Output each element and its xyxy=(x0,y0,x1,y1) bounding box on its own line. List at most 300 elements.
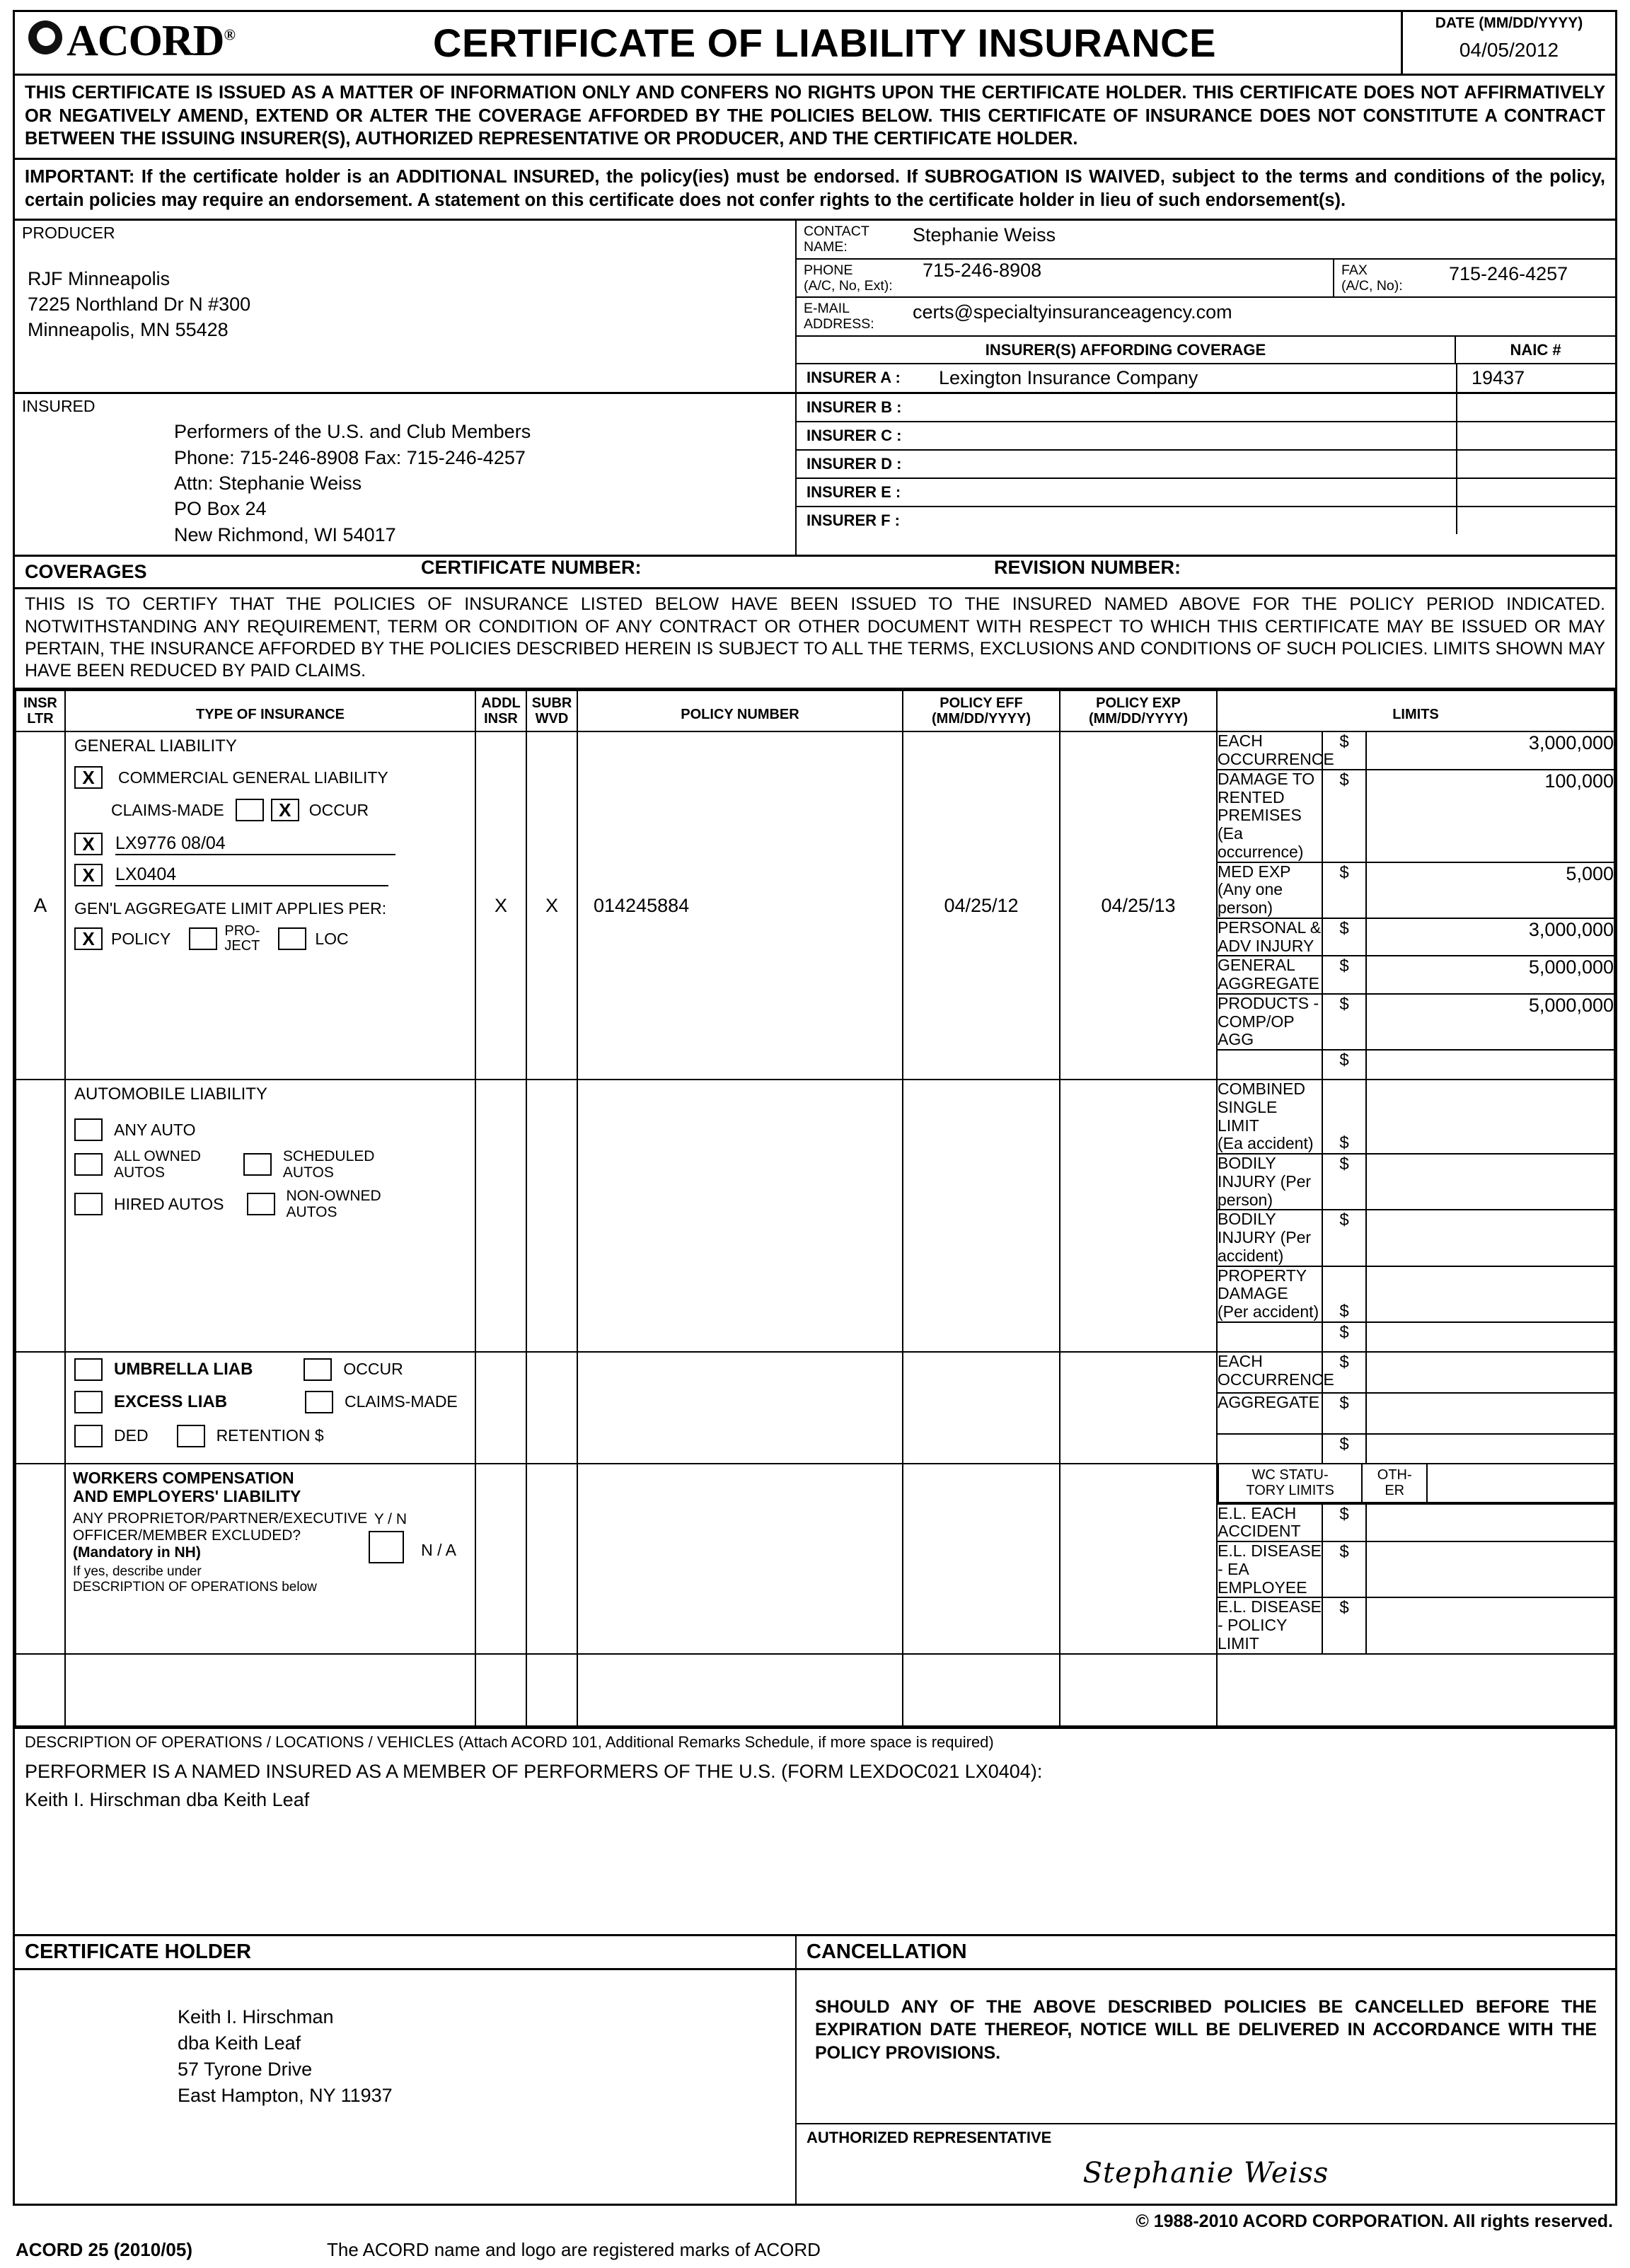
limit-value xyxy=(1366,1266,1614,1322)
gl-claims-made-label: CLAIMS-MADE xyxy=(111,800,224,819)
limit-label: EACH OCCURRENCE xyxy=(1218,731,1334,769)
limit-currency: $ xyxy=(1322,862,1366,918)
limit-row xyxy=(1218,770,1614,862)
auto-policy-number xyxy=(577,1080,903,1352)
wc-title-line2: AND EMPLOYERS' LIABILITY xyxy=(73,1487,301,1506)
producer-contact-row xyxy=(15,221,1615,394)
umbrella-checkbox[interactable] xyxy=(74,1358,103,1381)
policies-table xyxy=(15,690,1615,1726)
insured-line3: Attn: Stephanie Weiss xyxy=(174,472,362,494)
insurer-naic xyxy=(1456,479,1615,506)
wc-other-line2: ER xyxy=(1385,1483,1405,1499)
blank-type xyxy=(65,1654,475,1726)
insurer-row xyxy=(797,394,1615,422)
producer-name: RJF Minneapolis xyxy=(28,268,170,290)
limit-label: GENERAL AGGREGATE xyxy=(1218,956,1322,994)
limit-value xyxy=(1366,1393,1614,1434)
wc-question-line2: OFFICER/MEMBER EXCLUDED? xyxy=(73,1527,301,1544)
wc-policy-exp xyxy=(1060,1464,1217,1654)
umb-policy-eff xyxy=(903,1352,1060,1464)
umb-type-cell xyxy=(65,1352,475,1464)
gl-project-label-line1: PRO- xyxy=(224,923,260,939)
limit-label: E.L. DISEASE - POLICY LIMIT xyxy=(1218,1597,1322,1653)
general-liability-row xyxy=(16,731,1614,1080)
umbrella-occur-label: OCCUR xyxy=(343,1360,403,1379)
wc-question-line5: DESCRIPTION OF OPERATIONS below xyxy=(73,1579,317,1595)
umb-policy-exp xyxy=(1060,1352,1217,1464)
limit-value xyxy=(1366,1322,1614,1351)
insurer-naic: 19437 xyxy=(1456,364,1615,392)
acord-logo-text: ACORD xyxy=(67,17,224,65)
insurer-rows-b-f xyxy=(797,394,1615,555)
limit-value: 5,000,000 xyxy=(1366,994,1614,1050)
phone-label-line2: (A/C, No, Ext): xyxy=(804,277,893,294)
auto-addl-insr xyxy=(475,1080,526,1352)
gl-form2-checkbox[interactable]: X xyxy=(74,864,103,886)
authorized-representative-label: AUTHORIZED REPRESENTATIVE xyxy=(807,2128,1052,2146)
insured-line1: Performers of the U.S. and Club Members xyxy=(174,421,531,443)
limit-label-line2: (Per accident) xyxy=(1218,1302,1319,1321)
fax-label-line2: (A/C, No): xyxy=(1341,277,1403,294)
header-limits: LIMITS xyxy=(1217,690,1614,731)
gl-policy-exp: 04/25/13 xyxy=(1060,731,1217,1080)
limit-label: PRODUCTS - COMP/OP AGG xyxy=(1218,994,1322,1050)
wc-subr-wvd xyxy=(526,1464,577,1654)
gl-addl-insr: X xyxy=(475,731,526,1080)
notice-rights: THIS CERTIFICATE IS ISSUED AS A MATTER OF INFORMATION ONLY AND CONFERS NO RIGHTS UPON THE CERTIFICATE HOLDER. THIS CERTIFICATE DOES NOT AFFIRMATIVELY OR NEGATIVELY AMEND, EXTEND OR ALTER THE COVERAGE AFFORDED BY THE POLICIES BELOW. THIS CERTIFICATE OF INSURANCE DOES NOT CONSTITUTE A CONTRACT BETWEEN THE ISSUING INSURER(S), AUTHORIZED REPRESENTATIVE OR PRODUCER, AND THE CERTIFICATE HOLDER. xyxy=(15,76,1615,160)
limit-row xyxy=(1218,956,1614,994)
limit-value xyxy=(1366,1434,1614,1463)
blank-subr xyxy=(526,1654,577,1726)
addl-line1: ADDL xyxy=(481,695,521,712)
retention-checkbox[interactable] xyxy=(177,1425,205,1447)
header-policy-exp xyxy=(1060,690,1217,731)
certificate-holder-heading: CERTIFICATE HOLDER xyxy=(15,1936,797,1968)
insurer-naic xyxy=(1456,394,1615,421)
limit-label xyxy=(1218,770,1322,862)
workers-comp-row xyxy=(16,1464,1614,1654)
header-addl-insr xyxy=(475,690,526,731)
limit-label: AGGREGATE xyxy=(1218,1393,1322,1434)
insurer-letter: INSURER E : xyxy=(807,483,901,502)
limit-value: 3,000,000 xyxy=(1366,918,1614,956)
limit-label xyxy=(1218,1322,1322,1351)
gl-policy-eff: 04/25/12 xyxy=(903,731,1060,1080)
form-id: ACORD 25 (2010/05) xyxy=(16,2238,192,2260)
cancellation-block xyxy=(797,1970,1615,2204)
holder-line2: dba Keith Leaf xyxy=(178,2032,301,2054)
wc-insr-ltr xyxy=(16,1464,65,1654)
email-label-line2: ADDRESS: xyxy=(804,316,874,332)
gl-title: GENERAL LIABILITY xyxy=(74,736,237,756)
limit-label: EACH OCCURRENCE xyxy=(1218,1353,1322,1393)
auto-insr-ltr xyxy=(16,1080,65,1352)
description-line1: PERFORMER IS A NAMED INSURED AS A MEMBER OF PERFORMERS OF THE U.S. (FORM LEXDOC021 LX0404): xyxy=(25,1760,1043,1782)
insurer-naic xyxy=(1456,451,1615,478)
certificate-holder-address xyxy=(15,1970,795,2110)
umb-insr-ltr xyxy=(16,1352,65,1464)
limit-value xyxy=(1366,1210,1614,1266)
subr-line1: SUBR xyxy=(531,695,572,712)
gl-project-checkbox[interactable] xyxy=(189,927,217,950)
gl-policy-checkbox[interactable]: X xyxy=(74,927,103,950)
limit-value xyxy=(1366,1541,1614,1597)
gl-occur-label: OCCUR xyxy=(308,800,369,819)
wc-limits-table xyxy=(1218,1464,1614,1653)
description-heading: DESCRIPTION OF OPERATIONS / LOCATIONS / VEHICLES (Attach ACORD 101, Additional Remarks Schedule, if more space is required) xyxy=(25,1732,994,1751)
auto-non-owned-line1: NON-OWNED xyxy=(286,1188,381,1205)
limit-value xyxy=(1366,1597,1614,1653)
limit-label: BODILY INJURY (Per accident) xyxy=(1218,1210,1322,1266)
notice-important-keyword: IMPORTANT: xyxy=(25,166,135,187)
table-header-row xyxy=(16,690,1614,731)
limit-row xyxy=(1218,1434,1614,1463)
insurers-heading-row xyxy=(797,337,1615,364)
excess-claims-made-label: CLAIMS-MADE xyxy=(345,1392,458,1411)
limit-currency: $ xyxy=(1322,1266,1366,1322)
wc-policy-eff xyxy=(903,1464,1060,1654)
header-policy-number: POLICY NUMBER xyxy=(577,690,903,731)
insurer-name xyxy=(935,479,1456,506)
email-value: certs@specialtyinsuranceagency.com xyxy=(913,301,1232,323)
limit-label xyxy=(1218,1266,1322,1322)
limit-value: 100,000 xyxy=(1366,770,1614,862)
eff-line2: (MM/DD/YYYY) xyxy=(932,711,1031,727)
insured-line2: Phone: 715-246-8908 Fax: 715-246-4257 xyxy=(174,446,526,468)
contact-name-value: Stephanie Weiss xyxy=(913,224,1056,246)
insurer-name xyxy=(935,394,1456,421)
auto-non-owned-line2: AUTOS xyxy=(286,1204,337,1221)
wc-statutory-row xyxy=(1218,1464,1614,1504)
date-label: DATE (MM/DD/YYYY) xyxy=(1435,15,1583,31)
contact-name-row xyxy=(797,221,1615,260)
form-header xyxy=(15,12,1615,76)
wc-yn-label: Y / N xyxy=(374,1510,407,1527)
limit-row xyxy=(1218,1210,1614,1266)
limit-row xyxy=(1218,1322,1614,1351)
blank-eff xyxy=(903,1654,1060,1726)
limit-label-line2: PREMISES (Ea occurrence) xyxy=(1218,806,1304,861)
gl-loc-checkbox[interactable] xyxy=(278,927,306,950)
producer-label: PRODUCER xyxy=(22,224,115,243)
limit-row xyxy=(1218,1541,1614,1597)
eff-line1: POLICY EFF xyxy=(940,695,1023,712)
notice-important-text: If the certificate holder is an ADDITIONAL INSURED, the policy(ies) must be endorsed. If SUBROGATION IS WAIVED, subject to the terms and conditions of the policy, certain policies may require an endorsement. A statement on this certificate does not confer rights to the certificate holder in lieu of such endorsement(s). xyxy=(25,166,1605,210)
wc-statutory-cell xyxy=(1218,1464,1614,1504)
auto-any-auto-checkbox[interactable] xyxy=(74,1118,103,1141)
subr-line2: WVD xyxy=(535,711,569,727)
limit-value xyxy=(1366,1080,1614,1154)
gl-claims-made-checkbox[interactable] xyxy=(236,799,264,821)
insurer-row xyxy=(797,364,1615,392)
wc-title-line1: WORKERS COMPENSATION xyxy=(73,1468,294,1487)
insr-label-line1: INSR xyxy=(23,695,57,712)
blank-exp xyxy=(1060,1654,1217,1726)
wc-addl-insr xyxy=(475,1464,526,1654)
certificate-number-label: CERTIFICATE NUMBER: xyxy=(421,557,642,579)
limit-value xyxy=(1366,1050,1614,1079)
limit-row xyxy=(1218,1050,1614,1079)
gl-insr-ltr: A xyxy=(16,731,65,1080)
notice-important xyxy=(15,160,1615,221)
gl-form1-label: LX9776 08/04 xyxy=(115,833,395,855)
blank-insr-ltr xyxy=(16,1654,65,1726)
holder-line4: East Hampton, NY 11937 xyxy=(178,2085,393,2107)
umb-subr-wvd xyxy=(526,1352,577,1464)
umb-addl-insr xyxy=(475,1352,526,1464)
fax-label xyxy=(1333,260,1439,297)
limit-value xyxy=(1366,1154,1614,1210)
insured-line4: PO Box 24 xyxy=(174,498,267,520)
auto-hired-label: HIRED AUTOS xyxy=(114,1194,224,1213)
blank-policy-number xyxy=(577,1654,903,1726)
limit-currency: $ xyxy=(1322,1353,1366,1393)
ded-label: DED xyxy=(114,1426,149,1445)
excess-checkbox[interactable] xyxy=(74,1391,103,1413)
limit-row xyxy=(1218,1353,1614,1393)
gl-cgl-checkbox[interactable]: X xyxy=(74,766,103,789)
signature: Stephanie Weiss xyxy=(1082,2156,1329,2189)
limit-currency: $ xyxy=(1322,732,1366,770)
limit-currency: $ xyxy=(1322,1154,1366,1210)
copyright-text: © 1988-2010 ACORD CORPORATION. All rights reserved. xyxy=(1135,2211,1613,2231)
coverages-label: COVERAGES xyxy=(25,561,147,583)
limit-row xyxy=(1218,994,1614,1050)
excess-claims-made-checkbox[interactable] xyxy=(305,1391,333,1413)
wc-policy-number xyxy=(577,1464,903,1654)
umb-policy-number xyxy=(577,1352,903,1464)
automobile-liability-row xyxy=(16,1080,1614,1352)
form-footer xyxy=(13,2232,1617,2261)
blank-policy-row xyxy=(16,1654,1614,1726)
header-subr-wvd xyxy=(526,690,577,731)
limit-currency: $ xyxy=(1322,1322,1366,1351)
gl-form2-label: LX0404 xyxy=(115,864,388,886)
gl-occur-checkbox[interactable]: X xyxy=(271,799,299,821)
registered-mark: ® xyxy=(224,25,235,44)
insurer-letter: INSURER A : xyxy=(807,369,901,387)
gl-subr-wvd: X xyxy=(526,731,577,1080)
addl-line2: INSR xyxy=(484,711,518,727)
limit-label-line1: COMBINED SINGLE LIMIT xyxy=(1218,1080,1305,1135)
producer-block xyxy=(15,221,797,392)
fax-value: 715-246-4257 xyxy=(1449,262,1568,284)
gl-limits-table xyxy=(1218,732,1614,1079)
phone-label-line1: PHONE xyxy=(804,262,853,278)
insurers-heading: INSURER(S) AFFORDING COVERAGE xyxy=(985,341,1266,359)
header-policy-eff xyxy=(903,690,1060,731)
insured-address xyxy=(15,416,795,555)
insured-line5: New Richmond, WI 54017 xyxy=(174,523,396,545)
authorized-representative-block xyxy=(797,2124,1615,2197)
limit-label: MED EXP (Any one person) xyxy=(1218,862,1322,918)
auto-scheduled-line2: AUTOS xyxy=(282,1164,334,1181)
producer-address xyxy=(15,243,795,353)
limit-currency: $ xyxy=(1322,1504,1366,1542)
insurer-row xyxy=(797,451,1615,479)
insurer-letter: INSURER C : xyxy=(807,427,902,445)
blank-addl xyxy=(475,1654,526,1726)
limit-label xyxy=(1218,1080,1322,1154)
wc-statutory-line1: WC STATU- xyxy=(1252,1466,1329,1483)
insurer-naic xyxy=(1456,507,1615,534)
limit-label: E.L. DISEASE - EA EMPLOYEE xyxy=(1218,1541,1322,1597)
auto-scheduled-line1: SCHEDULED xyxy=(282,1148,375,1165)
limit-label: E.L. EACH ACCIDENT xyxy=(1218,1504,1322,1542)
wc-limits-cell xyxy=(1217,1464,1614,1654)
fax-label-line1: FAX xyxy=(1341,262,1368,278)
limit-row xyxy=(1218,918,1614,956)
insured-label: INSURED xyxy=(22,397,96,416)
trademark-note: The ACORD name and logo are registered marks of ACORD xyxy=(327,2238,821,2260)
insurer-name xyxy=(935,507,1456,534)
gl-policy-label: POLICY xyxy=(111,929,171,948)
gl-aggregate-applies-label: GEN'L AGGREGATE LIMIT APPLIES PER: xyxy=(74,899,387,918)
description-line2: Keith I. Hirschman dba Keith Leaf xyxy=(25,1789,310,1811)
header-type-of-insurance: TYPE OF INSURANCE xyxy=(65,690,475,731)
insurer-letter: INSURER D : xyxy=(807,455,902,473)
wc-question-line4: If yes, describe under xyxy=(73,1564,202,1580)
limit-currency: $ xyxy=(1322,770,1366,862)
auto-hired-checkbox[interactable] xyxy=(74,1193,103,1215)
holder-cancellation-row xyxy=(15,1970,1615,2204)
limit-row xyxy=(1218,1393,1614,1434)
limit-label-line1: PROPERTY DAMAGE xyxy=(1218,1266,1307,1303)
auto-policy-eff xyxy=(903,1080,1060,1352)
auto-subr-wvd xyxy=(526,1080,577,1352)
limit-label xyxy=(1218,1050,1322,1079)
auto-any-auto-label: ANY AUTO xyxy=(114,1120,196,1139)
contact-block xyxy=(797,221,1615,392)
limit-label-line1: DAMAGE TO RENTED xyxy=(1218,769,1315,806)
naic-heading: NAIC # xyxy=(1455,337,1615,363)
limit-currency: $ xyxy=(1322,1541,1366,1597)
exp-line2: (MM/DD/YYYY) xyxy=(1089,711,1188,727)
coverages-bar xyxy=(15,557,1615,589)
acord-certificate-form xyxy=(13,10,1617,2206)
limit-label xyxy=(1218,1434,1322,1463)
auto-all-owned-line2: AUTOS xyxy=(114,1164,165,1181)
gl-form1-checkbox[interactable]: X xyxy=(74,833,103,855)
insurer-row xyxy=(797,507,1615,534)
retention-label: RETENTION $ xyxy=(216,1426,324,1445)
insured-row xyxy=(15,394,1615,557)
insurer-letter: INSURER F : xyxy=(807,511,900,530)
limit-currency: $ xyxy=(1322,1080,1366,1154)
auto-limits-cell xyxy=(1217,1080,1614,1352)
cancellation-heading: CANCELLATION xyxy=(807,1940,967,1963)
certify-text: THIS IS TO CERTIFY THAT THE POLICIES OF INSURANCE LISTED BELOW HAVE BEEN ISSUED TO THE INSURED NAMED ABOVE FOR THE POLICY PERIOD INDICATED. NOTWITHSTANDING ANY REQUIREMENT, TERM OR CONDITION OF ANY CONTRACT OR OTHER DOCUMENT WITH RESPECT TO WHICH THIS CERTIFICATE MAY BE ISSUED OR MAY PERTAIN, THE INSURANCE AFFORDED BY THE POLICIES DESCRIBED HEREIN IS SUBJECT TO ALL THE TERMS, EXCLUSIONS AND CONDITIONS OF SUCH POLICIES. LIMITS SHOWN MAY HAVE BEEN REDUCED BY PAID CLAIMS. xyxy=(15,589,1615,690)
auto-type-cell xyxy=(65,1080,475,1352)
gl-loc-label: LOC xyxy=(315,929,349,948)
contact-phone-row xyxy=(797,260,1615,299)
insurer-row xyxy=(797,479,1615,507)
wc-type-cell xyxy=(65,1464,475,1654)
wc-na-label: N / A xyxy=(421,1540,456,1559)
holder-line1: Keith I. Hirschman xyxy=(178,2006,334,2027)
holder-line3: 57 Tyrone Drive xyxy=(178,2059,313,2081)
auto-title: AUTOMOBILE LIABILITY xyxy=(74,1084,267,1104)
limit-currency: $ xyxy=(1322,1210,1366,1266)
header-insr-ltr xyxy=(16,690,65,731)
limit-row xyxy=(1218,732,1614,770)
date-block xyxy=(1401,12,1615,74)
page-title: CERTIFICATE OF LIABILITY INSURANCE xyxy=(433,21,1216,65)
insurer-name xyxy=(935,451,1456,478)
phone-value: 715-246-8908 xyxy=(923,259,1042,281)
gl-project-label-line2: JECT xyxy=(224,938,260,954)
acord-logo xyxy=(15,12,248,74)
limit-label-line2: (Ea accident) xyxy=(1218,1134,1314,1153)
umbrella-limits-table xyxy=(1218,1353,1614,1463)
limit-currency: $ xyxy=(1322,1393,1366,1434)
auto-all-owned-checkbox[interactable] xyxy=(74,1153,103,1176)
cancellation-text: SHOULD ANY OF THE ABOVE DESCRIBED POLICIES BE CANCELLED BEFORE THE EXPIRATION DATE THEREOF, NOTICE WILL BE DELIVERED IN ACCORDANCE WITH THE POLICY PROVISIONS. xyxy=(797,1970,1615,2124)
limit-currency: $ xyxy=(1322,1050,1366,1079)
producer-address-line1: 7225 Northland Dr N #300 xyxy=(28,294,251,316)
phone-label xyxy=(797,260,903,297)
auto-all-owned-line1: ALL OWNED xyxy=(114,1148,201,1165)
limit-value: 5,000,000 xyxy=(1366,956,1614,994)
date-value: 04/05/2012 xyxy=(1459,39,1559,61)
blank-limits xyxy=(1217,1654,1614,1726)
acord-mark-icon xyxy=(28,21,62,54)
ded-checkbox[interactable] xyxy=(74,1425,103,1447)
auto-non-owned-checkbox[interactable] xyxy=(247,1193,275,1215)
insurer-naic xyxy=(1456,422,1615,449)
wc-question-line1: ANY PROPRIETOR/PARTNER/EXECUTIVE xyxy=(73,1510,368,1527)
limit-label: PERSONAL & ADV INJURY xyxy=(1218,918,1322,955)
umb-limits-cell xyxy=(1217,1352,1614,1464)
limit-currency: $ xyxy=(1322,994,1366,1050)
limit-currency: $ xyxy=(1322,956,1366,994)
gl-type-cell xyxy=(65,731,475,1080)
limit-label: BODILY INJURY (Per person) xyxy=(1218,1154,1322,1210)
limit-row xyxy=(1218,1266,1614,1322)
limit-row xyxy=(1218,1597,1614,1653)
contact-name-label-line1: CONTACT xyxy=(804,224,869,240)
limit-value: 3,000,000 xyxy=(1366,732,1614,770)
insurer-name xyxy=(935,422,1456,449)
wc-statutory-line2: TORY LIMITS xyxy=(1246,1483,1334,1499)
limit-currency: $ xyxy=(1322,1434,1366,1463)
description-section xyxy=(15,1727,1615,1934)
insurer-row xyxy=(797,422,1615,451)
umbrella-occur-checkbox[interactable] xyxy=(304,1358,332,1381)
wc-question-line3: (Mandatory in NH) xyxy=(73,1544,201,1561)
excess-label: EXCESS LIAB xyxy=(114,1392,228,1411)
limit-row xyxy=(1218,1080,1614,1154)
gl-policy-number: 014245884 xyxy=(577,731,903,1080)
email-label xyxy=(797,298,903,335)
insured-block xyxy=(15,394,797,555)
limit-value xyxy=(1366,1353,1614,1393)
producer-address-line2: Minneapolis, MN 55428 xyxy=(28,318,229,340)
auto-scheduled-checkbox[interactable] xyxy=(243,1153,272,1176)
limit-row xyxy=(1218,1154,1614,1210)
limit-row xyxy=(1218,1504,1614,1542)
exp-line1: POLICY EXP xyxy=(1096,695,1181,712)
revision-number-label: REVISION NUMBER: xyxy=(994,557,1181,579)
insr-label-line2: LTR xyxy=(27,711,54,727)
limit-value xyxy=(1366,1504,1614,1542)
certificate-holder-block xyxy=(15,1970,797,2204)
limit-value: 5,000 xyxy=(1366,862,1614,918)
wc-yn-checkbox[interactable] xyxy=(369,1531,404,1563)
auto-policy-exp xyxy=(1060,1080,1217,1352)
limit-currency: $ xyxy=(1322,1597,1366,1653)
email-label-line1: E-MAIL xyxy=(804,301,850,317)
